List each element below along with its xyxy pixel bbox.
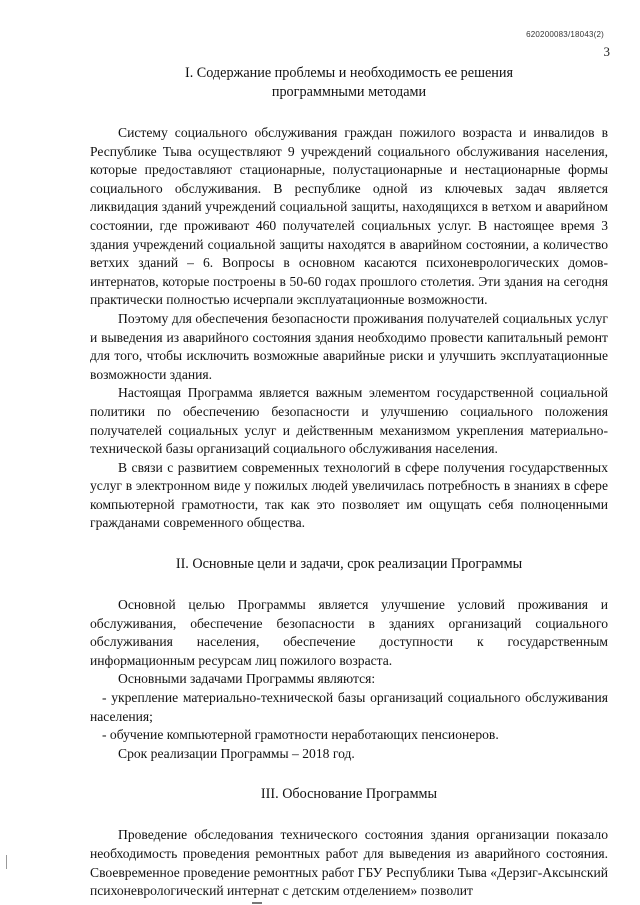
document-code: 620200083/18043(2) [526,30,604,39]
section-1-paragraph: Поэтому для обеспечения безопасности проживания получателей социальных услуг и выведения из аварийного состояния здания необходимо провести капитальный ремонт для того, чтобы исключить возможные аварийные риски и улучшить эксплуатационные возможности здания. [90,310,608,382]
section-1-title [90,64,608,102]
section-2-goal-paragraph: Основной целью Программы является улучшение условий проживания и обслуживания, обеспечение безопасности в зданиях организаций социального обслуживания населения, обеспечение доступности к государственным информационным ресурсам лиц пожилого возраста. [90,597,608,668]
section-1-title-line-1: I. Содержание проблемы и необходимость ее решения [184,65,514,81]
section-2-task-item: - укрепление материально-технической базы организаций социального обслуживания населения; [90,690,608,724]
section-1-title-line-2: программными методами [271,84,427,100]
section-2-title: II. Основные цели и задачи, срок реализации Программы [175,556,523,573]
section-1-paragraph: В связи с развитием современных технологий в сфере получения государственных услуг в электронном виде у пожилых людей увеличилась потребность в знаниях в сфере компьютерной грамотности, так как это позволяет им ощущать себя полноценными гражданами современного общества. [90,459,608,531]
section-2-task-item: - обучение компьютерной грамотности неработающих пенсионеров. [102,727,499,743]
section-3-title: III. Обоснование Программы [260,786,438,803]
scan-edge-mark [6,855,7,869]
section-1-paragraph: Систему социального обслуживания граждан пожилого возраста и инвалидов в Республике Тыва осуществляют 9 учреждений социального обслуживания населения, которые предоставляют стационарные, полустационарные и нестационарные формы социального обслуживания. В республике одной из ключевых задач является ликвидация зданий учреждений социальной защиты, находящихся в ветхом и аварийном состоянии, где проживают 460 получателей социальных услуг. В настоящее время 3 здания учреждений социальной защиты находятся в аварийном состоянии, а количество ветхих зданий – 6. Вопросы в основном касаются психоневрологических домов-интернатов, которые построены в 50-60 годах прошлого столетия. Эти здания на сегодня практически полностью исчерпали эксплуатационные возможности. [90,125,608,308]
section-1-paragraph: Настоящая Программа является важным элементом государственной социальной политики по обеспечению безопасности и улучшению социального положения получателей социальных услуг и действенным механизмом укрепления материально-технической базы организаций социального обслуживания населения. [90,385,608,457]
page-number: 3 [603,44,610,59]
section-2-tasks-heading: Основными задачами Программы являются: [118,671,376,687]
section-3-paragraph: Проведение обследования технического состояния здания организации показало необходимость проведения ремонтных работ для выведения из аварийного состояния. Своевременное проведение ремонтных работ ГБУ Республики Тыва «Дерзиг-Аксынский психоневрологический интернат с детским отделением» позволит [90,827,608,899]
section-2-term: Срок реализации Программы – 2018 год. [118,745,355,761]
document-body [90,64,608,901]
scan-bottom-mark [252,902,262,904]
